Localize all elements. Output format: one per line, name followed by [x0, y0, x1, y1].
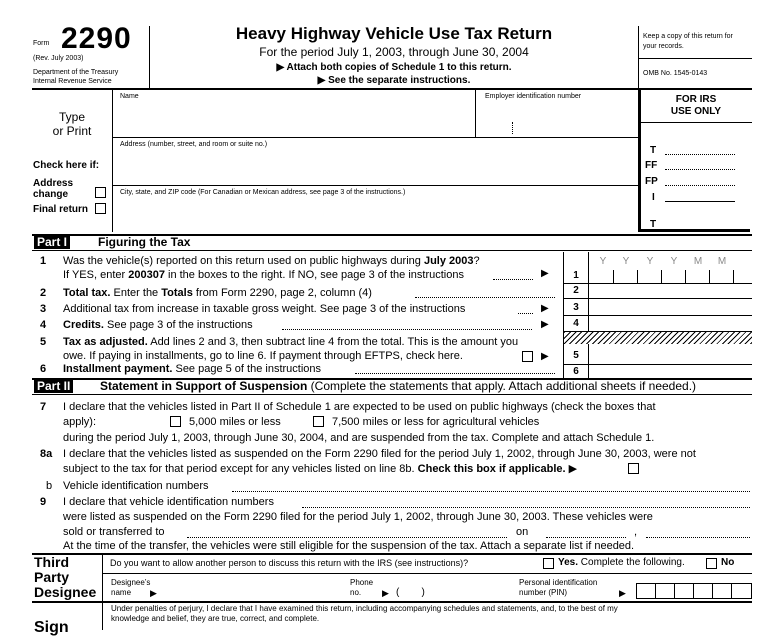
irs-code-t: T — [650, 145, 657, 156]
type-print-label: Type — [58, 110, 85, 124]
irs-use-label-2: USE ONLY — [670, 106, 722, 117]
line-2-text: Total tax. Enter the Totals from Form 2290, page 2, column (4) — [63, 287, 372, 299]
hatched-area — [564, 332, 752, 344]
irs-code-ff: FF — [645, 160, 658, 171]
keep-copy-note: Keep a copy of this return for your records. — [643, 33, 733, 50]
part-2-title: Statement in Support of Suspension (Complete the statements that apply. Attach additional sheets if needed.) — [100, 379, 697, 393]
sign-label: Sign — [34, 619, 69, 636]
ein-field[interactable] — [476, 104, 636, 136]
designee-yes-label: Yes. Complete the following. — [558, 557, 685, 568]
pin-label-2: number (PIN) — [519, 588, 568, 597]
line-6-text: Installment payment. See page 5 of the instructions — [63, 363, 322, 375]
line-9-text-c: sold or transferred to — [63, 526, 165, 538]
vin-9-field[interactable] — [302, 494, 750, 507]
part-2-label: Part II — [34, 379, 73, 393]
line-9-text-a: I declare that vehicle identification numbers — [63, 496, 274, 508]
see-instructions-note: ▶ See the separate instructions. — [317, 75, 471, 86]
phone-field[interactable]: ( ) — [396, 587, 425, 598]
designee-yes-checkbox[interactable] — [543, 558, 554, 569]
address-label: Address (number, street, and room or suite no.) — [120, 141, 268, 148]
city-state-zip-field[interactable] — [113, 200, 635, 230]
line-9-comma: , — [634, 526, 638, 538]
line-3-text: Additional tax from increase in taxable gross weight. See page 3 of the instructions — [63, 303, 466, 315]
phone-label-2: no. — [350, 588, 362, 597]
final-return-label: Final return — [33, 204, 89, 215]
line-box-number: 4 — [573, 318, 579, 329]
line-4-text: Credits. See page 3 of the instructions — [63, 319, 253, 331]
arrow-right-icon: ▶ — [619, 588, 626, 598]
name-label: Name — [120, 93, 139, 100]
line-number: 9 — [40, 496, 47, 508]
date-cell-y: Y — [670, 256, 678, 267]
line-7-text-b: apply): — [63, 416, 97, 428]
line-number: 2 — [40, 287, 47, 299]
line-number: 6 — [40, 363, 47, 375]
line-number: 4 — [40, 319, 47, 331]
penalty-statement: Under penalties of perjury, I declare that I have examined this return, including accompanying schedules and statements, and, to the best of my — [111, 604, 618, 613]
line-box-number: 3 — [573, 302, 579, 313]
type-print-label-2: or Print — [52, 124, 92, 138]
name-field[interactable] — [113, 104, 475, 136]
line-box-number: 1 — [573, 270, 579, 281]
line-number: 3 — [40, 303, 47, 315]
line-1-text-a: Was the vehicle(s) reported on this return used on public highways during July 2003? — [63, 255, 480, 267]
transfer-date-field[interactable] — [546, 524, 750, 537]
line-5-text: Tax as adjusted. Add lines 2 and 3, then subtract line 4 from the total. This is the amount you — [63, 336, 519, 348]
form-number: 2290 — [61, 22, 132, 55]
miles-7500-label: 7,500 miles or less for agricultural vehicles — [332, 416, 540, 428]
miles-5000-checkbox[interactable] — [170, 416, 181, 427]
third-party-label: Third — [34, 554, 69, 570]
line-number: b — [46, 480, 53, 492]
transferee-field[interactable] — [187, 524, 507, 537]
address-change-label: Address — [33, 178, 74, 189]
line-7-text-a: I declare that the vehicles listed in Part II of Schedule 1 are expected to be used on public highways (check the boxes that — [63, 401, 656, 413]
designee-question: Do you want to allow another person to discuss this return with the IRS (see instructions)? — [110, 558, 469, 568]
line-9-text-d: At the time of the transfer, the vehicles were still eligible for the suspension of the tax. Attach a separate list if needed. — [63, 540, 635, 552]
designee-name-label-2: name — [111, 588, 132, 597]
address-field[interactable] — [113, 152, 635, 184]
miles-7500-checkbox[interactable] — [313, 416, 324, 427]
phone-label: Phone — [350, 578, 374, 587]
designee-name-field[interactable] — [162, 582, 342, 598]
date-cell-y: Y — [599, 256, 607, 267]
credits-field[interactable] — [589, 316, 752, 331]
date-cell-y: Y — [622, 256, 630, 267]
line-number: 5 — [40, 336, 47, 348]
line-7-text-c: during the period July 1, 2003, through June 30, 2004, and are suspended from the tax. Complete and attach Schedule 1. — [63, 432, 655, 444]
line-1-date-field[interactable] — [589, 256, 752, 283]
final-return-checkbox[interactable] — [95, 203, 106, 214]
miles-5000-label: 5,000 miles or less — [189, 416, 281, 428]
pin-field[interactable] — [636, 583, 752, 599]
line-box-number: 6 — [573, 366, 579, 377]
arrow-right-icon: ▶ — [150, 588, 157, 598]
form-revision: (Rev. July 2003) — [33, 55, 84, 62]
line-9-text-b: were listed as suspended on the Form 2290 filed for the period July 1, 2002, through June 30, 2003. These vehicles were — [63, 511, 653, 523]
form-title: Heavy Highway Vehicle Use Tax Return — [235, 24, 553, 43]
part-1-title: Figuring the Tax — [98, 235, 191, 249]
vin-8b-field[interactable] — [232, 478, 750, 491]
line-box-number: 2 — [573, 285, 579, 296]
line-5-text-b: owe. If paying in installments, go to line 6. If payment through EFTPS, check here. — [63, 350, 463, 362]
line-1-text-b: If YES, enter 200307 in the boxes to the right. If NO, see page 3 of the instructions — [63, 269, 464, 281]
irs-use-label: FOR IRS — [675, 94, 717, 105]
third-party-label-3: Designee — [34, 584, 97, 600]
line-8b-text: Vehicle identification numbers — [63, 480, 209, 492]
pin-label: Personal identification — [519, 578, 598, 587]
installment-field[interactable] — [589, 365, 752, 378]
line-8a-text-b: subject to the tax for that period except for any vehicles listed on line 8b. Check this box if applicable. ▶ — [63, 463, 578, 475]
dept-line-1: Department of the Treasury — [33, 69, 119, 76]
ein-label: Employer identification number — [485, 93, 582, 100]
dept-line-2: Internal Revenue Service — [33, 78, 112, 85]
check-here-label: Check here if: — [33, 160, 100, 171]
address-change-label-2: change — [33, 189, 69, 200]
omb-number: OMB No. 1545-0143 — [643, 70, 708, 77]
designee-name-label: Designee’s — [111, 578, 151, 587]
irs-code-i: I — [652, 192, 655, 203]
arrow-right-icon: ▶ — [541, 268, 549, 279]
arrow-right-icon: ▶ — [541, 319, 549, 330]
total-tax-field[interactable] — [589, 284, 752, 298]
arrow-right-icon: ▶ — [541, 351, 549, 362]
designee-no-label: No — [721, 557, 735, 568]
city-state-zip-label: City, state, and ZIP code (For Canadian or Mexican address, see page 3 of the instructions.) — [120, 189, 406, 196]
line-box-number: 5 — [573, 350, 579, 361]
tax-adjusted-field[interactable] — [589, 345, 752, 364]
date-cell-y: Y — [646, 256, 654, 267]
address-change-checkbox[interactable] — [95, 187, 106, 198]
date-cell-m: M — [717, 256, 727, 267]
eftps-checkbox[interactable] — [522, 351, 533, 362]
penalty-statement-2: knowledge and belief, they are true, correct, and complete. — [111, 614, 320, 623]
additional-tax-field[interactable] — [589, 299, 752, 315]
form-label: Form — [33, 40, 50, 47]
line-number: 8a — [40, 448, 53, 460]
irs-code-fp: FP — [645, 176, 658, 187]
irs-code-t2: T — [650, 219, 657, 230]
date-cell-m: M — [693, 256, 703, 267]
line-9-on: on — [516, 526, 529, 538]
line-8a-checkbox[interactable] — [628, 463, 639, 474]
arrow-right-icon: ▶ — [382, 588, 389, 598]
form-period: For the period July 1, 2003, through June 30, 2004 — [259, 45, 529, 59]
arrow-right-icon: ▶ — [541, 303, 549, 314]
attach-note: ▶ Attach both copies of Schedule 1 to this return. — [276, 62, 512, 73]
line-8a-text-a: I declare that the vehicles listed as suspended on the Form 2290 filed for the period July 1, 2002, through June 30, 2003, were not — [63, 448, 696, 460]
designee-no-checkbox[interactable] — [706, 558, 717, 569]
line-number: 7 — [40, 401, 47, 413]
third-party-label-2: Party — [34, 569, 70, 585]
part-1-label: Part I — [34, 235, 70, 249]
line-number: 1 — [40, 255, 47, 267]
